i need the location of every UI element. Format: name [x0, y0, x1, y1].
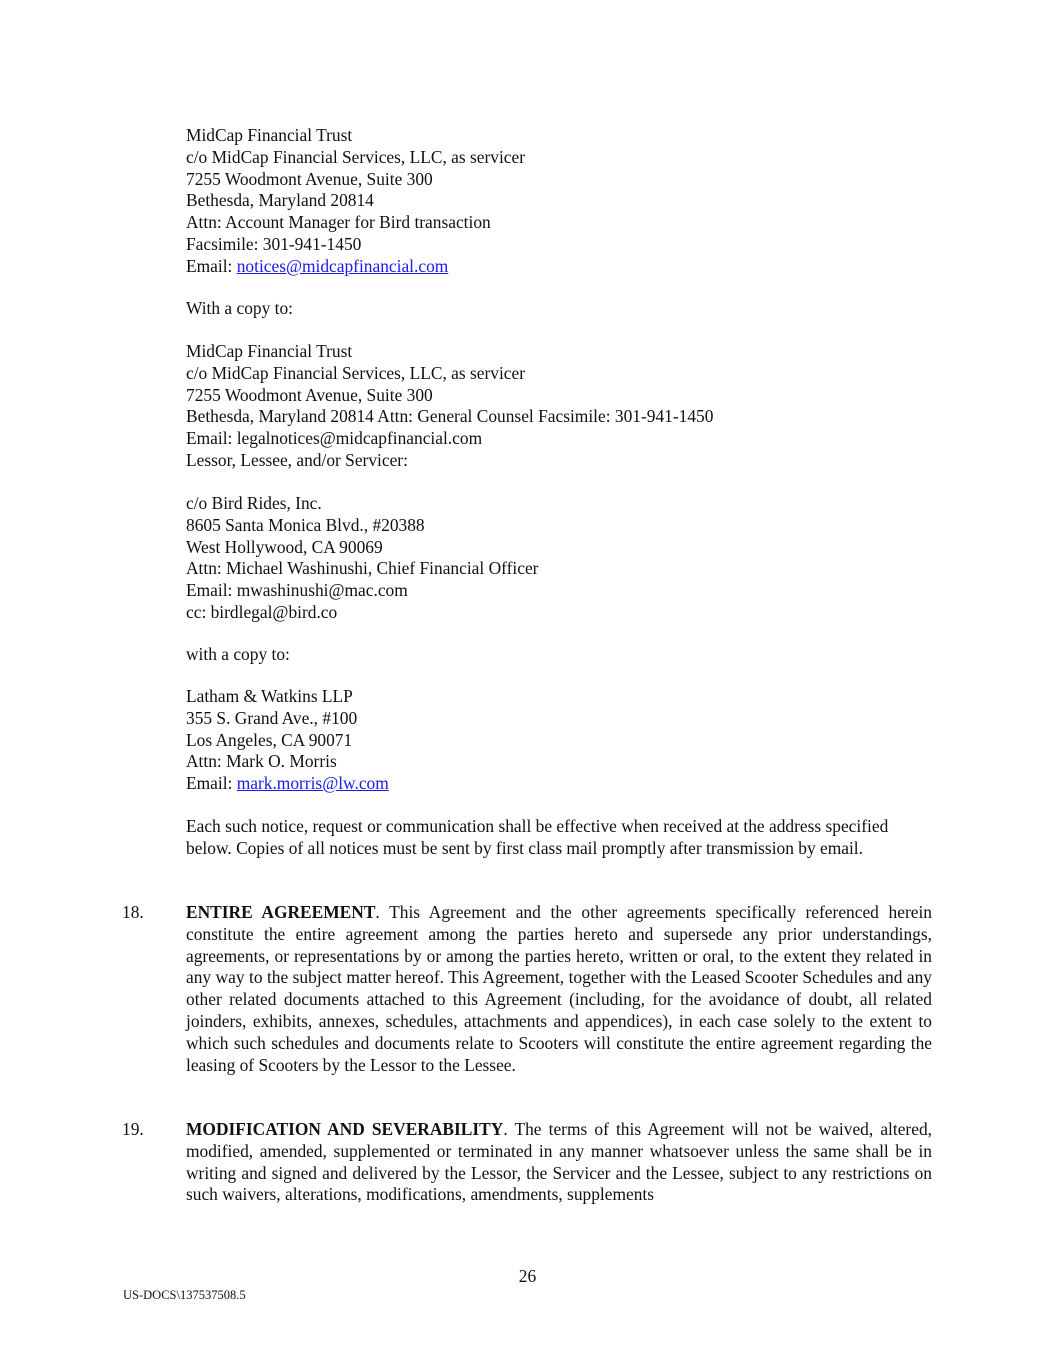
address-line: Latham & Watkins LLP [186, 686, 353, 706]
address-line: c/o MidCap Financial Services, LLC, as servicer [186, 146, 526, 167]
bird-address [186, 493, 932, 624]
section-text: . This Agreement and the other agreements specifically referenced herein constitute the entire agreement among the parties hereto and supersede any prior understandings, agreements, or representations by or among the parties hereto, written or oral, to the extent they related in any way to the subject matter hereof. This Agreement, together with the Leased Scooter Schedules and any other related documents attached to this Agreement (including, for the avoidance of doubt, all related joinders, exhibits, annexes, schedules, attachments and appendices), in each case solely to the extent to which such schedules and documents relate to Scooters will constitute the entire agreement regarding the leasing of Scooters by the Lessor to the Lessee. [186, 902, 932, 1075]
address-line: Facsimile: 301-941-1450 [186, 233, 362, 254]
section-text: . The terms of this Agreement will not be waived, altered, modified, amended, supplemented or terminated in any manner whatsoever unless the same shall be in writing and signed and delivered by the Lessor, the Servicer and the Lessee, subject to any restrictions on such waivers, alterations, modifications, amendments, supplements [186, 1119, 932, 1205]
latham-address [186, 686, 932, 795]
copy-to-label-2 [186, 644, 932, 666]
email-line [186, 773, 932, 795]
document-id: US-DOCS\137537508.5 [123, 1288, 246, 1302]
section-modification-severability [122, 1119, 932, 1206]
address-line: Attn: Michael Washinushi, Chief Financial Officer [186, 558, 539, 579]
section-body [186, 902, 932, 1076]
section-entire-agreement [122, 902, 932, 1076]
copy-to-text: With a copy to: [186, 298, 294, 318]
section-title: MODIFICATION AND SEVERABILITY [186, 1119, 504, 1139]
address-line: 7255 Woodmont Avenue, Suite 300 [186, 384, 433, 405]
address-line: Email: legalnotices@midcapfinancial.com [186, 428, 483, 449]
address-line: Bethesda, Maryland 20814 [186, 190, 374, 211]
address-line: West Hollywood, CA 90069 [186, 536, 383, 557]
copy-to-label [186, 298, 932, 320]
latham-email-link[interactable]: mark.morris@lw.com [236, 773, 389, 794]
address-line: cc: birdlegal@bird.co [186, 601, 338, 622]
page-number: 26 [518, 1266, 537, 1286]
midcap-notices-email-link[interactable]: notices@midcapfinancial.com [236, 255, 449, 276]
copy-to-text: with a copy to: [186, 644, 290, 664]
address-line: c/o Bird Rides, Inc. [186, 493, 322, 513]
address-line: c/o MidCap Financial Services, LLC, as servicer [186, 362, 526, 383]
address-line: Attn: Account Manager for Bird transaction [186, 212, 491, 233]
address-line: 355 S. Grand Ave., #100 [186, 707, 358, 728]
address-line: Los Angeles, CA 90071 [186, 729, 353, 750]
address-line: Email: mwashinushi@mac.com [186, 580, 408, 601]
midcap-primary-address [186, 125, 932, 278]
address-line: MidCap Financial Trust [186, 125, 353, 145]
midcap-copy-address [186, 341, 932, 472]
address-line: Attn: Mark O. Morris [186, 751, 337, 772]
address-line: 7255 Woodmont Avenue, Suite 300 [186, 168, 433, 189]
section-number: 18. [122, 902, 144, 922]
email-line [186, 256, 932, 278]
section-title: ENTIRE AGREEMENT [186, 902, 376, 922]
address-line: Bethesda, Maryland 20814 Attn: General Counsel Facsimile: 301-941-1450 [186, 406, 714, 427]
email-label: Email: [186, 773, 237, 794]
address-line: MidCap Financial Trust [186, 341, 353, 361]
section-number: 19. [122, 1119, 144, 1139]
address-line: Lessor, Lessee, and/or Servicer: [186, 449, 408, 470]
notice-effective-paragraph: Each such notice, request or communication shall be effective when received at the address specified below. Copies of all notices must be sent by first class mail promptly after transmission by email. [186, 816, 889, 858]
email-label: Email: [186, 255, 237, 276]
section-body [186, 1119, 932, 1206]
address-line: 8605 Santa Monica Blvd., #20388 [186, 514, 425, 535]
